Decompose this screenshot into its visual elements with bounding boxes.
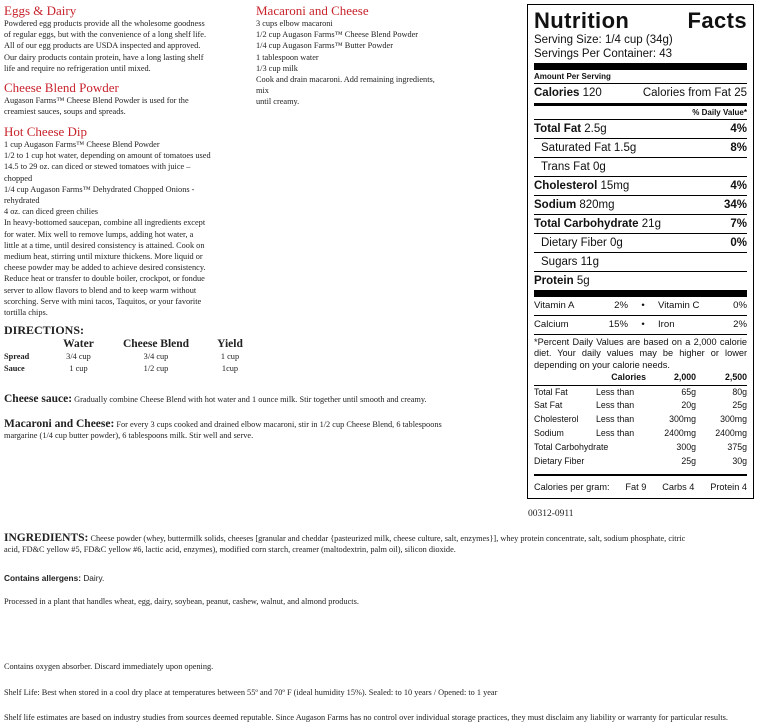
nutrition-facts-title (534, 8, 747, 34)
dv-b: 25g (732, 400, 747, 411)
cheese-blend-line: Augason Farms™ Cheese Blend Powder is used for the (4, 96, 189, 105)
dv-a: 25g (681, 455, 696, 466)
nutrient-amount: 0g (592, 161, 606, 173)
hot-cheese-dip-title: Hot Cheese Dip (4, 124, 88, 139)
nutrient-percent: 8% (730, 142, 747, 154)
dip-line: Reduce heat or transfer to double boiler, crockpot, or fondue (4, 274, 205, 284)
dv-qual: Less than (596, 428, 635, 439)
table-row (534, 455, 747, 469)
nutrient-percent: 7% (730, 218, 747, 230)
dv-b: 375g (727, 441, 747, 452)
nutrient-label: Trans Fat (541, 161, 590, 173)
ingredients-label: INGREDIENTS: (4, 532, 89, 544)
directions-cell: 3/4 cup (66, 352, 91, 361)
daily-value-header: % Daily Value* (692, 108, 747, 117)
nutrient-label: Saturated Fat (541, 142, 611, 154)
dip-line: 1/4 cup Augason Farms™ Dehydrated Chopped Onions - (4, 184, 195, 194)
nutrient-label: Sodium (534, 199, 577, 211)
directions-row-label: Sauce (4, 364, 25, 373)
product-code: 00312-0911 (528, 509, 574, 519)
dietary-fiber-row (534, 233, 747, 252)
table-row (534, 441, 747, 455)
nutrient-amount: 1.5g (613, 142, 637, 154)
eggs-dairy-section (4, 3, 254, 74)
allergens-text: Dairy. (83, 573, 105, 583)
mac-cheese-instruction (4, 419, 519, 441)
hot-cheese-dip-text (4, 139, 254, 318)
cheese-blend-title: Cheese Blend Powder (4, 80, 119, 95)
directions-header-blank (4, 338, 50, 351)
directions-cell: 3/4 cup (143, 352, 169, 361)
calories-per-gram (534, 477, 747, 494)
cheese-blend-section (4, 80, 254, 117)
table-row (4, 363, 255, 375)
dv-a: 300g (676, 441, 696, 452)
nutrient-label: Total Carbohydrate (534, 218, 639, 230)
dip-line: tortilla chips. (4, 308, 48, 318)
disclaimer: Shelf life estimates are based on industry studies from sources deemed reputable. Since Augason Farms has no control over individual storage practices, they must disclaim any liability or warranty for particular results. (4, 713, 728, 722)
eggs-line: Our dairy products contain protein, have a long lasting shelf (4, 52, 204, 62)
calories-row (534, 83, 747, 102)
vitamin-c-label: Vitamin C (658, 300, 700, 311)
divider-medium (534, 103, 747, 106)
cheese-sauce-instruction (4, 394, 519, 405)
facts-title-word: Facts (687, 8, 747, 33)
nutrient-label: Dietary Fiber (541, 237, 607, 249)
mineral-row (534, 315, 747, 334)
calories-per-gram-carbs: Carbs 4 (662, 482, 695, 493)
calories-per-gram-protein: Protein 4 (710, 482, 747, 493)
nutrient-amount: 2.5g (584, 123, 607, 135)
oxygen-absorber-note: Contains oxygen absorber. Discard immediately upon opening. (4, 662, 214, 671)
dv-b: 2400mg (715, 428, 747, 439)
dv-b: 30g (732, 455, 747, 466)
calories-per-gram-label: Calories per gram: (534, 482, 610, 493)
vitamin-a-pct: 2% (614, 300, 628, 311)
nutrient-amount: 5g (576, 275, 590, 287)
directions-section (4, 323, 264, 375)
dv-header-2500: 2,500 (724, 371, 747, 382)
bullet: • (641, 300, 645, 311)
ingredients-line2: acid, FD&C yellow #5, FD&C yellow #6, lactic acid, enzymes), modified corn starch, creamer (maltodextrin, palm oil), silicon dioxide. (4, 545, 456, 555)
mac-line: until creamy. (256, 97, 300, 107)
mac-line: 3 cups elbow macaroni (256, 19, 333, 28)
protein-row (534, 271, 747, 290)
dv-b: 80g (732, 386, 747, 397)
vitamin-row (534, 297, 747, 315)
sugars-row (534, 252, 747, 271)
ingredients-line1: Cheese powder (whey, buttermilk solids, cheeses [granular and cheddar {pasteurized milk, cheese culture, salt, enzymes}], whey protein concentrate, salt, sodium phosphate, citric (90, 534, 686, 543)
dv-a: 300mg (669, 414, 696, 425)
dip-line: 14.5 to 29 oz. can diced or stewed tomatoes with juice – (4, 162, 191, 172)
dv-header-blank (534, 371, 596, 385)
dv-header-2000: 2,000 (673, 371, 696, 382)
dip-line: chopped (4, 173, 33, 183)
nutrient-percent: 0% (730, 237, 747, 249)
dv-a: 20g (681, 400, 696, 411)
calories-value: 120 (582, 87, 602, 99)
dip-line: cheese powder may be added to achieve desired consistency. (4, 263, 206, 273)
mac-cheese-label: Macaroni and Cheese: (4, 418, 115, 430)
mac-line: 1/2 cup Augason Farms™ Cheese Blend Powder (256, 30, 419, 40)
table-row (534, 427, 747, 441)
directions-cell: 1 cup (69, 364, 88, 373)
cheese-sauce-text: Gradually combine Cheese Blend with hot water and 1 ounce milk. Stir together until smooth and creamy. (74, 395, 427, 404)
directions-header-blend: Cheese Blend (122, 338, 190, 350)
directions-header-water: Water (63, 338, 94, 350)
total-fat-row (534, 119, 747, 138)
directions-cell: 1/2 cup (143, 364, 169, 373)
cheese-blend-text (4, 95, 254, 117)
nutrient-amount: 15mg (600, 180, 630, 192)
vitamin-c-pct: 0% (733, 300, 747, 311)
dv-header-row (534, 371, 747, 385)
nutrient-percent: 4% (730, 123, 747, 135)
dv-qual: Less than (596, 414, 635, 425)
nutrient-percent: 4% (730, 180, 747, 192)
total-carbohydrate-row (534, 214, 747, 233)
nutrient-amount: 0g (610, 237, 623, 249)
mac-line: 1/4 cup Augason Farms™ Butter Powder (256, 41, 393, 51)
calcium-pct: 15% (608, 319, 628, 330)
nutrient-label: Total Fat (534, 123, 582, 135)
iron-pct: 2% (733, 319, 747, 330)
table-row (534, 385, 747, 399)
mac-cheese-title: Macaroni and Cheese (256, 3, 369, 18)
dv-header-calories: Calories (611, 371, 646, 382)
calories-per-gram-fat: Fat 9 (625, 482, 647, 493)
dv-name: Cholesterol (534, 414, 579, 425)
iron-label: Iron (658, 319, 675, 330)
dv-name: Sat Fat (534, 400, 563, 411)
dip-line: scorching. Serve with mini tacos, Taquitos, or your favorite (4, 296, 202, 306)
amount-per-serving: Amount Per Serving (534, 72, 611, 81)
eggs-line: of regular eggs, but with the convenience of a long shelf life. (4, 30, 207, 40)
sodium-row (534, 195, 747, 214)
divider-thick (534, 63, 747, 70)
mac-line: Cook and drain macaroni. Add remaining ingredients, (256, 75, 435, 85)
dip-line: 1 cup Augason Farms™ Cheese Blend Powder (4, 140, 160, 149)
directions-cell: 1cup (221, 364, 239, 373)
cholesterol-row (534, 176, 747, 195)
nutrient-percent: 34% (723, 199, 747, 211)
daily-value-table (534, 371, 747, 469)
ingredients-section (4, 533, 766, 555)
nutrient-label: Cholesterol (534, 180, 598, 192)
dv-a: 65g (681, 386, 696, 397)
dv-name: Sodium (534, 428, 564, 439)
dip-line: little at a time, until desired consistency is attained. Cook on (4, 240, 205, 250)
divider (534, 474, 747, 476)
dip-line: 4 oz. can diced green chilies (4, 207, 98, 217)
mac-cheese-line2: margarine (1/4 cup butter powder), 6 tablespoons milk. Stir well and serve. (4, 431, 254, 441)
dv-name: Total Carbohydrate (534, 441, 609, 452)
table-row (534, 413, 747, 427)
cheese-sauce-label: Cheese sauce: (4, 393, 73, 405)
allergens-label: Contains allergens: (4, 573, 81, 583)
saturated-fat-row (534, 138, 747, 157)
daily-value-footnote: *Percent Daily Values are based on a 2,000 calorie diet. Your daily values may be higher or lower depending on your calorie needs. (534, 337, 747, 370)
eggs-dairy-text (4, 18, 254, 74)
cheese-blend-line: creamiest sauces, soups and spreads. (4, 107, 126, 117)
directions-row-label: Spread (4, 352, 30, 361)
mac-line: 1/3 cup milk (256, 63, 298, 73)
table-row (4, 351, 255, 363)
dv-name: Total Fat (534, 386, 568, 397)
dip-line: medium heat, stirring until mixture thickens. More liquid or (4, 252, 203, 262)
calcium-label: Calcium (534, 319, 569, 330)
table-row (534, 399, 747, 413)
dv-name: Dietary Fiber (534, 455, 585, 466)
mac-line: 1 tablespoon water (256, 52, 319, 62)
nutrient-amount: 11g (580, 256, 599, 268)
nutrient-amount: 820mg (579, 199, 615, 211)
directions-header-row (4, 338, 255, 351)
nutrition-title-word: Nutrition (534, 8, 630, 33)
allergens-section (4, 573, 104, 584)
dv-qual: Less than (596, 386, 635, 397)
directions-title: DIRECTIONS: (4, 323, 85, 337)
mac-cheese-text (256, 18, 476, 108)
servings-per-container: Servings Per Container: 43 (534, 47, 673, 60)
serving-size: Serving Size: 1/4 cup (34g) (534, 34, 673, 46)
dv-b: 300mg (720, 414, 747, 425)
mac-cheese-section (256, 3, 476, 108)
dv-qual: Less than (596, 400, 635, 411)
eggs-dairy-title: Eggs & Dairy (4, 3, 77, 18)
nutrient-label: Protein (534, 275, 574, 287)
vitamin-a-label: Vitamin A (534, 300, 575, 311)
calories-label: Calories (534, 87, 580, 99)
nutrient-amount: 21g (641, 218, 661, 230)
bullet: • (641, 319, 645, 330)
directions-header-yield: Yield (217, 338, 243, 350)
nutrition-facts-panel (527, 4, 754, 499)
mac-cheese-line1: For every 3 cups cooked and drained elbow macaroni, stir in 1/2 cup Cheese Blend, 6 tablespoons (116, 420, 442, 429)
dip-line: server to allow flavors to blend and to keep warm without (4, 285, 197, 295)
shelf-life: Shelf Life: Best when stored in a cool dry place at temperatures between 55º and 70º F (ideal humidity 15%). Sealed: to 10 years / Opened: to 1 year (4, 688, 498, 697)
calories-from-fat: Calories from Fat 25 (642, 87, 747, 99)
eggs-line: life and require no refrigeration until mixed. (4, 63, 151, 73)
trans-fat-row (534, 157, 747, 176)
hot-cheese-dip-section (4, 124, 254, 318)
dip-line: for water. Mix well to remove lumps, adding hot water, a (4, 229, 194, 239)
dip-line: 1/2 to 1 cup hot water, depending on amount of tomatoes used (4, 151, 211, 161)
mac-line: mix (256, 86, 269, 96)
dv-a: 2400mg (664, 428, 696, 439)
directions-cell: 1 cup (220, 352, 240, 361)
divider-thick (534, 290, 747, 297)
eggs-line: All of our egg products are USDA inspected and approved. (4, 41, 201, 51)
dip-line: rehydrated (4, 196, 40, 206)
eggs-line: Powdered egg products provide all the wholesome goodness (4, 19, 205, 28)
dip-line: In heavy-bottomed saucepan, combine all ingredients except (4, 218, 206, 228)
plant-statement: Processed in a plant that handles wheat, egg, dairy, soybean, peanut, cashew, walnut, and almond products. (4, 597, 359, 606)
directions-table (4, 338, 255, 375)
nutrient-label: Sugars (541, 256, 578, 268)
